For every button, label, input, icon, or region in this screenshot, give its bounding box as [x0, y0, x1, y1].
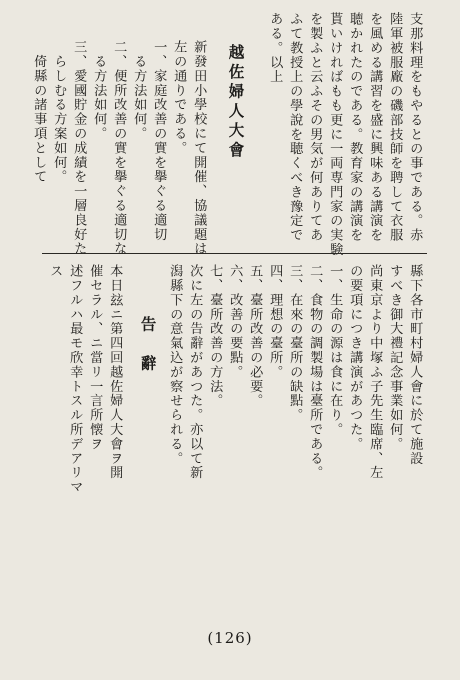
- bottom-list-col-2: 二、食物の調製場は臺所である。: [307, 264, 323, 480]
- speech-title: 告 辭: [138, 316, 158, 375]
- bottom-list-col-4: 四、理想の臺所。: [267, 264, 283, 380]
- section-divider: [42, 253, 427, 254]
- top-para1-col-5: 貰いければもも更に一両専門家の実験: [327, 12, 343, 257]
- page-number: (126): [207, 629, 253, 647]
- speech-col-4: ス: [47, 264, 63, 279]
- bottom-list-col-5: 五、臺所改善の必要。: [247, 264, 263, 408]
- top-para1-col-6: を製ふと云ふその男気が何ありてあ: [307, 12, 323, 243]
- top-list-col-4: る方法如何。: [91, 40, 107, 141]
- top-para2-col-1: 新發田小學校にて開催、協議題は: [191, 40, 207, 256]
- top-list-col-3: 二、便所改善の實を擧ぐる適切な: [111, 40, 127, 256]
- top-list-col-7: 倚縣の諸事項として: [31, 40, 47, 184]
- top-para1-col-3: を風める講習を盛に興味ある講演を: [367, 12, 383, 243]
- top-para1-col-2: 陸軍被服廠の磯部技師を聘して衣服: [387, 12, 403, 243]
- bottom-list-col-1: 一、生命の源は食に在り。: [327, 264, 343, 437]
- top-para1-col-1: 支那料理をもやるとの事である。赤: [407, 12, 423, 243]
- bottom-col-b-2: 潟縣下の意氣込が察せられる。: [167, 264, 183, 466]
- bottom-col-a-2: すべき御大禮記念事業如何。: [387, 264, 403, 452]
- top-list-col-6: らしむる方案如何。: [51, 40, 67, 184]
- speech-col-2: 催セラル、ニ當リ一言所懐ヲ: [87, 264, 103, 452]
- top-para1-col-8: ある。以上: [267, 12, 283, 84]
- bottom-list-col-7: 七、臺所改善の方法。: [207, 264, 223, 408]
- top-list-col-1: 一、家庭改善の實を擧ぐる適切: [151, 40, 167, 242]
- top-list-col-5: 三、愛國貯金の成績を一層良好た: [71, 40, 87, 256]
- bottom-col-a-1: 縣下各市町村婦人會に於て施設: [407, 264, 423, 466]
- bottom-col-b-1: 次に左の告辭があつた。亦以て新: [187, 264, 203, 480]
- speech-col-1: 本日玆ニ第四回越佐婦人大會ヲ開: [107, 264, 123, 480]
- article-title: 越佐婦人大會: [226, 44, 246, 161]
- top-list-col-2: る方法如何。: [131, 40, 147, 141]
- top-para2-col-2: 左の通りである。: [171, 40, 187, 156]
- speech-col-3: 述フルハ最モ欣幸トスル所デアリマ: [67, 264, 83, 495]
- bottom-list-col-3: 三、在來の臺所の缺點。: [287, 264, 303, 423]
- bottom-col-a-3: 尚東京より中塚ふ子先生臨席、左: [367, 264, 383, 480]
- top-para1-col-4: 聴かれたのである。教育家の講演を: [347, 12, 363, 243]
- bottom-list-col-6: 六、改善の要點。: [227, 264, 243, 380]
- bottom-col-a-4: の要項につき講演があつた。: [347, 264, 363, 452]
- top-para1-col-7: ふて教授上の學說を聴くべき豫定で: [287, 12, 303, 243]
